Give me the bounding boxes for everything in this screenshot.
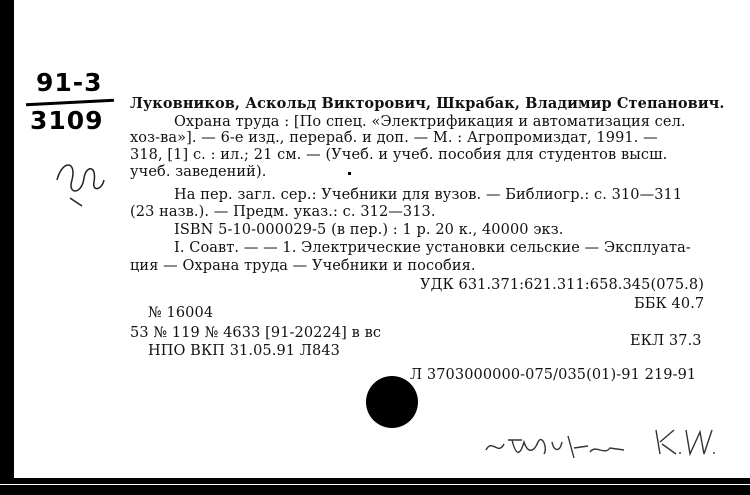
body-line-9: ция — Охрана труда — Учебники и пособия. (130, 258, 476, 274)
ekl-index: ЕКЛ 37.3 (630, 333, 702, 349)
npo-line: НПО ВКП 31.05.91 Л843 (148, 343, 340, 359)
classification-code: Л 3703000000-075/035(01)-91 219-91 (410, 367, 697, 383)
registration-number: № 16004 (148, 305, 214, 321)
udk-index: УДК 631.371:621.311:658.345(075.8) (420, 277, 704, 293)
shelfmark-top: 91-3 (36, 68, 103, 97)
handwritten-note (482, 428, 632, 464)
body-line-8: I. Соавт. — — 1. Электрические установки сельские — Эксплуата- (174, 240, 691, 256)
bottom-border-line (0, 484, 750, 485)
catalog-card (14, 0, 750, 478)
bbk-index: ББК 40.7 (634, 296, 705, 312)
body-line-5: На пер. загл. сер.: Учебники для вузов. — Библиогр.: с. 310—311 (174, 187, 683, 203)
shelfmark-bottom: 3109 (30, 106, 104, 135)
speck (396, 400, 399, 403)
bottom-border (0, 478, 750, 495)
body-line-6: (23 назв.). — Предм. указ.: с. 312—313. (130, 204, 436, 220)
speck (348, 172, 351, 175)
body-line-4: учеб. заведений). (130, 164, 267, 180)
isbn-line: ISBN 5-10-000029-5 (в пер.) : 1 р. 20 к., 40000 экз. (174, 222, 564, 238)
body-line-2: хоз-ва»]. — 6-е изд., перераб. и доп. — М. : Агропромиздат, 1991. — (130, 130, 658, 146)
punch-hole (366, 376, 418, 428)
handwritten-mark (52, 150, 112, 210)
order-line: 53 № 119 № 4633 [91-20224] в вс (130, 325, 382, 341)
authors-heading: Луковников, Аскольд Викторович, Шкрабак, Владимир Степанович. (130, 95, 725, 112)
handwritten-initials (650, 424, 722, 460)
body-line-3: 318, [1] с. : ил.; 21 см. — (Учеб. и учеб. пособия для студентов высш. (130, 147, 668, 163)
body-line-1: Охрана труда : [По спец. «Электрификация и автоматизация сел. (174, 114, 686, 130)
